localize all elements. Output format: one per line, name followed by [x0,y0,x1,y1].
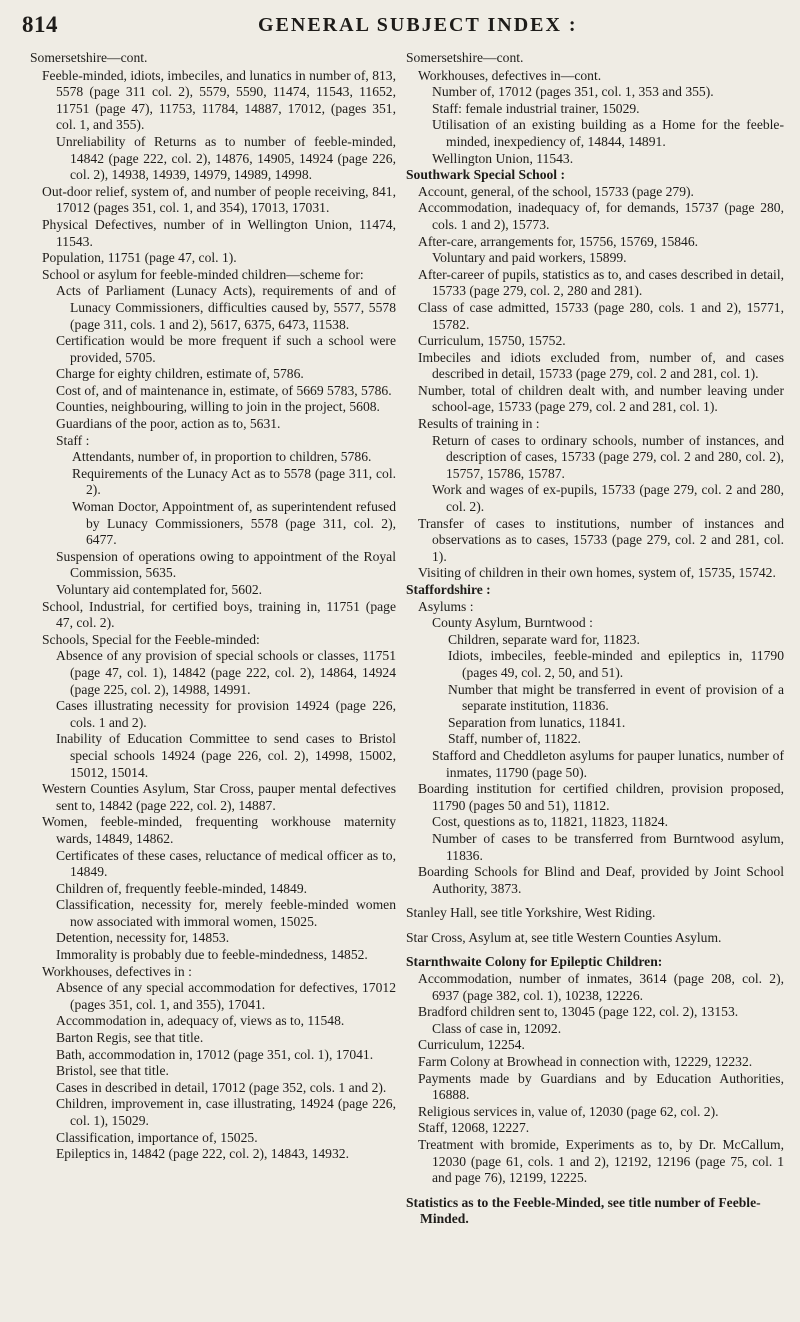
index-entry: Out-door relief, system of, and number of people receiving, 841, 17012 (pages 351, col. 1, and 354), 17013, 17031. [42,183,396,216]
index-entry: School or asylum for feeble-minded children—scheme for: [42,266,364,282]
index-entry: Account, general, of the school, 15733 (page 279). [418,183,694,199]
index-heading: Staffordshire : [406,582,491,597]
index-entry: Bath, accommodation in, 17012 (page 351, col. 1), 17041. [56,1046,374,1062]
index-entry: Barton Regis, see that title. [56,1030,204,1046]
index-entry: Feeble-minded, idiots, imbeciles, and lunatics in number of, 813, 5578 (page 311 col. 2), 5579, 5590, 11474, 11543, 11652, 11751 (page 47), 11753, 11784, 14887, 17012, (pages 351, col. 1, and 355). [42,67,396,133]
left-column [30,50,396,1163]
index-entry: Western Counties Asylum, Star Cross, pauper mental defectives sent to, 14842 (page 222, col. 2), 14887. [42,781,396,813]
index-entry: Attendants, number of, in proportion to children, 5786. [72,449,372,465]
index-entry: Staff: female industrial trainer, 15029. [432,100,640,116]
index-entry: Voluntary and paid workers, 15899. [432,250,627,266]
index-entry: After-career of pupils, statistics as to, and cases described in detail, 15733 (page 279, col. 2, 280 and 281). [418,266,784,299]
index-entry: Physical Defectives, number of in Wellington Union, 11474, 11543. [42,216,396,249]
index-entry: Detention, necessity for, 14853. [56,930,230,946]
index-entry: Number of, 17012 (pages 351, col. 1, 353 and 355). [432,84,714,100]
index-entry: Children, improvement in, case illustrating, 14924 (page 226, col. 1), 15029. [56,1096,396,1128]
index-entry: Unreliability of Returns as to number of feeble-minded, 14842 (page 222, col. 2), 14876, 14905, 14924 (page 226, col. 2), 14938, 14939, 14979, 14989, 14998. [56,133,396,183]
right-continued-heading: Somersetshire—cont. [406,50,524,65]
index-entry: Boarding Schools for Blind and Deaf, provided by Joint School Authority, 3873. [418,864,784,896]
index-entry: Payments made by Guardians and by Education Authorities, 16888. [418,1070,784,1103]
index-entry: Classification, necessity for, merely feeble-minded women now associated with immoral women, 15025. [56,897,396,929]
index-entry: Utilisation of an existing building as a Home for the feeble-minded, inexpediency of, 14844, 14891. [432,117,784,149]
index-entry: School, Industrial, for certified boys, training in, 11751 (page 47, col. 2). [42,598,396,631]
index-heading: Southwark Special School : [406,167,565,183]
index-entry: Cases illustrating necessity for provision 14924 (page 226, cols. 1 and 2). [56,698,396,730]
index-entry: Accommodation, inadequacy of, for demands, 15737 (page 280, cols. 1 and 2), 15773. [418,200,784,232]
index-entry: Cases in described in detail, 17012 (page 352, cols. 1 and 2). [56,1079,387,1095]
index-entry: Farm Colony at Browhead in connection with, 12229, 12232. [418,1054,753,1070]
index-heading: Starnthwaite Colony for Epileptic Children: [406,954,663,970]
index-entry: Workhouses, defectives in—cont. [418,67,602,83]
index-entry: Woman Doctor, Appointment of, as superintendent refused by Lunacy Commissioners, 5578 (page 311, col. 2), 6477. [72,499,396,548]
right-entries [406,68,784,1228]
index-entry: Population, 11751 (page 47, col. 1). [42,250,237,266]
index-entry: Certification would be more frequent if such a school were provided, 5705. [56,333,396,365]
index-entry: Bristol, see that title. [56,1063,169,1079]
index-entry: After-care, arrangements for, 15756, 15769, 15846. [418,233,699,249]
index-entry: Guardians of the poor, action as to, 5631. [56,416,281,432]
index-entry: Religious services in, value of, 12030 (page 62, col. 2). [418,1103,719,1119]
index-entry: Boarding institution for certified children, provision proposed, 11790 (pages 50 and 51), 11812. [418,781,784,813]
index-entry: Treatment with bromide, Experiments as to, by Dr. McCallum, 12030 (page 61, cols. 1 and 2), 12192, 12196 (page 75, col. 1 and page 76), 12199, 12225. [418,1137,784,1186]
index-entry: Absence of any special accommodation for defectives, 17012 (pages 351, col. 1, and 355), 17041. [56,980,396,1012]
index-entry: Cost of, and of maintenance in, estimate, of 5669 5783, 5786. [56,382,392,398]
index-entry: Asylums : [418,598,474,614]
index-entry: Work and wages of ex-pupils, 15733 (page 279, col. 2 and 280, col. 2). [432,482,784,515]
index-entry: Schools, Special for the Feeble-minded: [42,631,260,647]
index-entry: Class of case admitted, 15733 (page 280, cols. 1 and 2), 15771, 15782. [418,299,784,332]
index-entry: Immorality is probably due to feeble-mindedness, 14852. [56,947,368,963]
index-entry: Separation from lunatics, 11841. [448,714,626,730]
index-entry: Staff, 12068, 12227. [418,1120,530,1136]
index-entry: Epileptics in, 14842 (page 222, col. 2), 14843, 14932. [56,1146,349,1162]
index-entry: Staff, number of, 11822. [448,731,581,747]
index-entry: Accommodation, number of inmates, 3614 (page 208, col. 2), 6937 (page 382, col. 1), 10238, 12226. [418,971,784,1003]
index-entry: Return of cases to ordinary schools, number of instances, and description of cases, 15733 (page 279, col. 2 and 280, col. 2), 15757, 15786, 15787. [432,432,784,481]
index-entry: Staff : [56,432,90,448]
index-entry: Stafford and Cheddleton asylums for pauper lunatics, number of inmates, 11790 (page 50). [432,747,784,780]
index-entry: Class of case in, 12092. [432,1020,562,1036]
index-entry: Charge for eighty children, estimate of, 5786. [56,366,304,382]
index-entry: Requirements of the Lunacy Act as to 5578 (page 311, col. 2). [72,465,396,498]
index-entry: Stanley Hall, see title Yorkshire, West Riding. [406,905,656,921]
index-entry: Transfer of cases to institutions, number of instances and observations as to cases, 15733 (page 279, col. 2 and 281, col. 1). [418,515,784,564]
left-entries [30,68,396,1163]
running-head: GENERAL SUBJECT INDEX : [258,14,578,36]
index-entry: Imbeciles and idiots excluded from, number of, and cases described in detail, 15733 (page 279, col. 2 and 281, col. 1). [418,349,784,382]
index-entry: Suspension of operations owing to appointment of the Royal Commission, 5635. [56,548,396,581]
index-entry: Children of, frequently feeble-minded, 14849. [56,880,308,896]
page-number: 814 [22,12,58,37]
index-entry: Bradford children sent to, 13045 (page 122, col. 2), 13153. [418,1004,739,1020]
index-entry: Workhouses, defectives in : [42,963,192,979]
index-entry: Visiting of children in their own homes, system of, 15735, 15742. [418,565,776,581]
index-entry: Number that might be transferred in event of provision of a separate institution, 11836. [448,681,784,714]
index-entry: Curriculum, 15750, 15752. [418,333,566,349]
index-entry: Wellington Union, 11543. [432,150,574,166]
index-entry: Number of cases to be transferred from Burntwood asylum, 11836. [432,830,784,863]
index-entry: Absence of any provision of special schools or classes, 11751 (page 47, col. 1), 14842 (page 222, col. 2), 14864, 14924 (page 225, col. 2), 14988, 14991. [56,648,396,697]
index-entry: Voluntary aid contemplated for, 5602. [56,582,263,597]
right-column [406,50,784,1228]
index-entry: Classification, importance of, 15025. [56,1129,258,1145]
index-entry: Counties, neighbouring, willing to join in the project, 5608. [56,399,380,415]
index-entry: Cost, questions as to, 11821, 11823, 11824. [432,814,669,830]
index-entry: Children, separate ward for, 11823. [448,631,640,647]
index-entry: Certificates of these cases, reluctance of medical officer as to, 14849. [56,847,396,880]
index-entry: Results of training in : [418,416,540,432]
index-entry: Inability of Education Committee to send cases to Bristol special schools 14924 (page 226, col. 2), 14998, 15002, 15012, 15014. [56,731,396,780]
left-continued-heading: Somersetshire—cont. [30,50,148,65]
index-entry: Star Cross, Asylum at, see title Western Counties Asylum. [406,929,722,945]
index-entry: Accommodation in, adequacy of, views as to, 11548. [56,1013,345,1029]
index-entry: Acts of Parliament (Lunacy Acts), requirements of and of Lunacy Commissioners, difficulties caused by, 5577, 5578 (page 311, cols. 1 and 2), 5617, 6375, 6473, 11538. [56,283,396,332]
index-entry: Idiots, imbeciles, feeble-minded and epileptics in, 11790 (pages 49, col. 2, 50, and 51). [448,648,784,680]
index-entry: Curriculum, 12254. [418,1037,525,1053]
index-entry: County Asylum, Burntwood : [432,615,593,631]
index-entry: Number, total of children dealt with, and number leaving under school-age, 15733 (page 279, col. 2 and 281, col. 1). [418,382,784,415]
index-heading: Statistics as to the Feeble-Minded, see title number of Feeble-Minded. [406,1194,761,1227]
index-entry: Women, feeble-minded, frequenting workhouse maternity wards, 14849, 14862. [42,814,396,846]
